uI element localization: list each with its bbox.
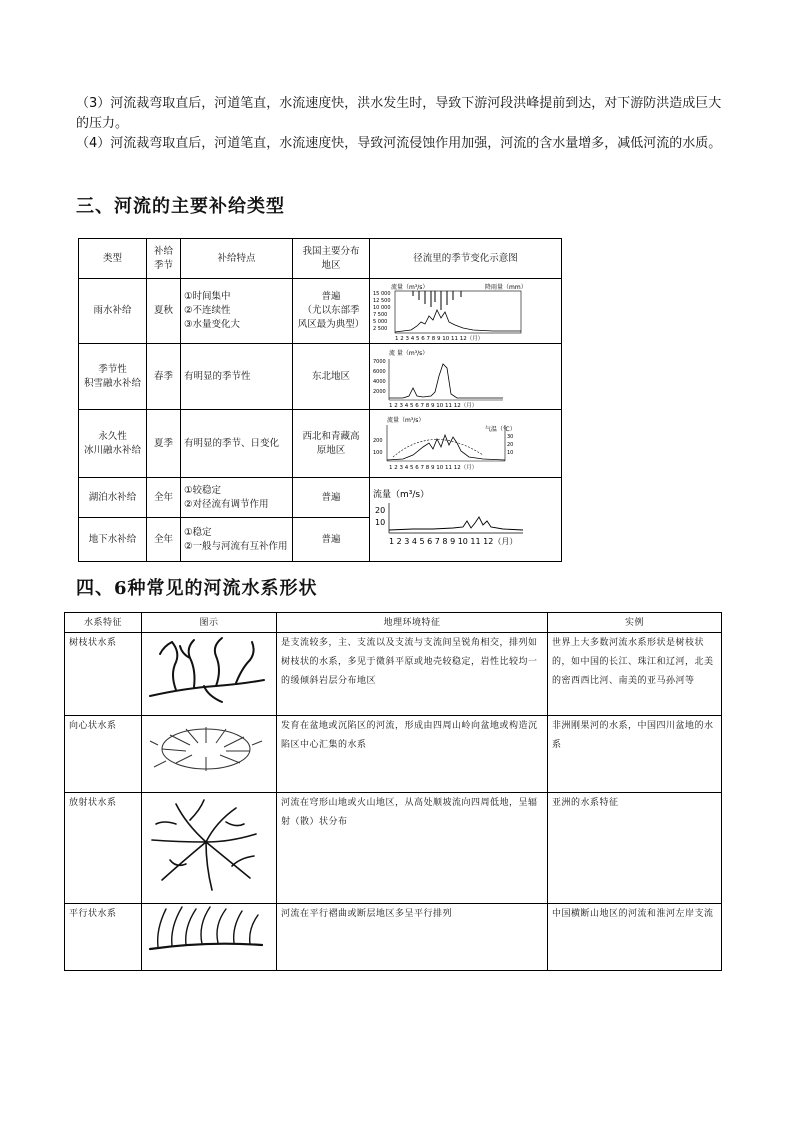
chart-cell (370, 410, 562, 478)
example-cell: 非洲刚果河的水系，中国四川盆地的水系 (548, 716, 722, 793)
svg-text:流量（m³/s）: 流量（m³/s） (391, 284, 429, 291)
parallel-drainage-illustration (146, 905, 268, 961)
groundwater-runoff-graph (373, 485, 553, 555)
feature-cell: 有明显的季节、日变化 (181, 410, 293, 478)
table-header-row (79, 239, 562, 279)
example-cell: 世界上大多数河流水系形状是树枝状的，如中国的长江、珠江和辽河，北美的密西西比河、南美的亚马孙河等 (548, 633, 722, 716)
system-name: 平行状水系 (65, 904, 142, 971)
header-feature: 补给特点 (181, 239, 293, 279)
system-name: 向心状水系 (65, 716, 142, 793)
svg-text:流量（m³/s）: 流量（m³/s） (387, 416, 425, 424)
system-name: 树枝状水系 (65, 633, 142, 716)
header-feature: 水系特征 (65, 613, 142, 633)
region-cell: 西北和青藏高 原地区 (293, 410, 370, 478)
svg-text:200: 200 (373, 437, 383, 444)
svg-text:2000: 2000 (373, 388, 386, 395)
type-cell: 地下水补给 (79, 518, 147, 562)
centripetal-drainage-illustration (146, 717, 268, 783)
radial-drainage-illustration (146, 794, 268, 894)
example-cell: 中国横断山地区的河流和淮河左岸支流 (548, 904, 722, 971)
illustration-cell (142, 793, 277, 904)
svg-text:降雨量（mm）: 降雨量（mm） (485, 284, 527, 291)
environment-cell: 河流在平行褶曲或断层地区多呈平行排列 (277, 904, 548, 971)
chart-cell (370, 478, 562, 562)
svg-text:15 000: 15 000 (373, 291, 391, 297)
example-cell: 亚洲的水系特征 (548, 793, 722, 904)
svg-text:6000: 6000 (373, 368, 386, 375)
header-example: 实例 (548, 613, 722, 633)
illustration-cell (142, 633, 277, 716)
header-region: 我国主要分布 地区 (293, 239, 370, 279)
table-row (79, 478, 562, 518)
chart-cell (370, 344, 562, 410)
illustration-cell (142, 904, 277, 971)
table-row (65, 633, 722, 716)
season-cell: 春季 (147, 344, 181, 410)
feature-cell: ①较稳定 ②对径流有调节作用 (181, 478, 293, 518)
illustration-cell (142, 716, 277, 793)
table-row (79, 410, 562, 478)
table-row (79, 279, 562, 344)
section-4-heading: 四、6种常见的河流水系形状 (76, 578, 318, 599)
region-cell: 普遍 （尤以东部季 风区最为典型） (293, 279, 370, 344)
svg-text:1 2 3 4 5 6 7 8 9 10 11 12（月）: 1 2 3 4 5 6 7 8 9 10 11 12（月） (389, 536, 518, 546)
glacier-runoff-graph (373, 413, 553, 475)
svg-text:100: 100 (373, 449, 383, 456)
header-chart: 径流里的季节变化示意图 (370, 239, 562, 279)
svg-text:流量（m³/s）: 流量（m³/s） (373, 489, 430, 500)
feature-cell: ①稳定 ②一般与河流有互补作用 (181, 518, 293, 562)
svg-text:10: 10 (507, 449, 514, 456)
svg-text:气温（℃）: 气温（℃） (485, 425, 516, 433)
snowmelt-runoff-graph (373, 346, 553, 408)
svg-text:1 2 3 4 5 6 7 8 9 10 11 12（月）: 1 2 3 4 5 6 7 8 9 10 11 12（月） (389, 402, 478, 408)
river-system-table (64, 612, 722, 971)
table-header-row (65, 613, 722, 633)
supply-types-table (78, 238, 562, 562)
feature-cell: ①时间集中 ②不连续性 ③水量变化大 (181, 279, 293, 344)
environment-cell: 河流在穹形山地或火山地区，从高处顺坡流向四周低地，呈辐射（散）状分布 (277, 793, 548, 904)
environment-cell: 是支流较多，主、支流以及支流与支流间呈锐角相交，排列如树枝状的水系，多见于微斜平原或地壳较稳定，岩性比较均一的缓倾斜岩层分布地区 (277, 633, 548, 716)
header-season: 补给 季节 (147, 239, 181, 279)
season-cell: 夏季 (147, 410, 181, 478)
svg-text:5 000: 5 000 (373, 319, 388, 325)
paragraph-3: （3）河流裁弯取直后，河道笔直，水流速度快，洪水发生时，导致下游河段洪峰提前到达，对下游防洪造成巨大的压力。 (76, 96, 722, 131)
svg-text:20: 20 (375, 505, 386, 515)
dendritic-drainage-illustration (146, 634, 268, 706)
chart-cell (370, 279, 562, 344)
svg-text:流 量（m³/s）: 流 量（m³/s） (389, 349, 429, 357)
season-cell: 全年 (147, 478, 181, 518)
header-type: 类型 (79, 239, 147, 279)
table-row (65, 904, 722, 971)
svg-text:4000: 4000 (373, 378, 386, 385)
environment-cell: 发育在盆地或沉陷区的河流，形成由四周山岭向盆地或构造沉陷区中心汇集的水系 (277, 716, 548, 793)
rain-runoff-graph (373, 280, 553, 342)
region-cell: 普遍 (293, 518, 370, 562)
svg-text:1 2 3 4 5 6 7 8 9 10 11 12（月）: 1 2 3 4 5 6 7 8 9 10 11 12（月） (389, 464, 478, 471)
system-name: 放射状水系 (65, 793, 142, 904)
svg-text:10: 10 (375, 517, 386, 527)
type-cell: 永久性 冰川融水补给 (79, 410, 147, 478)
paragraph-4: （4）河流裁弯取直后，河道笔直，水流速度快，导致河流侵蚀作用加强，河流的含水量增多，减低河流的水质。 (76, 136, 722, 151)
svg-text:10 000: 10 000 (373, 305, 391, 311)
season-cell: 全年 (147, 518, 181, 562)
header-environment: 地理环境特征 (277, 613, 548, 633)
region-cell: 东北地区 (293, 344, 370, 410)
svg-text:2 500: 2 500 (373, 326, 388, 332)
type-cell: 季节性 积雪融水补给 (79, 344, 147, 410)
table-row (65, 793, 722, 904)
svg-text:1 2 3 4 5 6 7 8 9 10 11 12（月）: 1 2 3 4 5 6 7 8 9 10 11 12（月） (395, 336, 484, 342)
type-cell: 湖泊水补给 (79, 478, 147, 518)
svg-text:7 500: 7 500 (373, 312, 388, 318)
table-row (65, 716, 722, 793)
header-illustration: 图示 (142, 613, 277, 633)
season-cell: 夏秋 (147, 279, 181, 344)
type-cell: 雨水补给 (79, 279, 147, 344)
svg-text:12 500: 12 500 (373, 298, 391, 304)
svg-text:7000: 7000 (373, 358, 386, 365)
feature-cell: 有明显的季节性 (181, 344, 293, 410)
svg-text:30: 30 (507, 433, 514, 440)
region-cell: 普遍 (293, 478, 370, 518)
table-row (79, 344, 562, 410)
section-3-heading: 三、河流的主要补给类型 (76, 196, 285, 217)
svg-text:20: 20 (507, 441, 514, 448)
